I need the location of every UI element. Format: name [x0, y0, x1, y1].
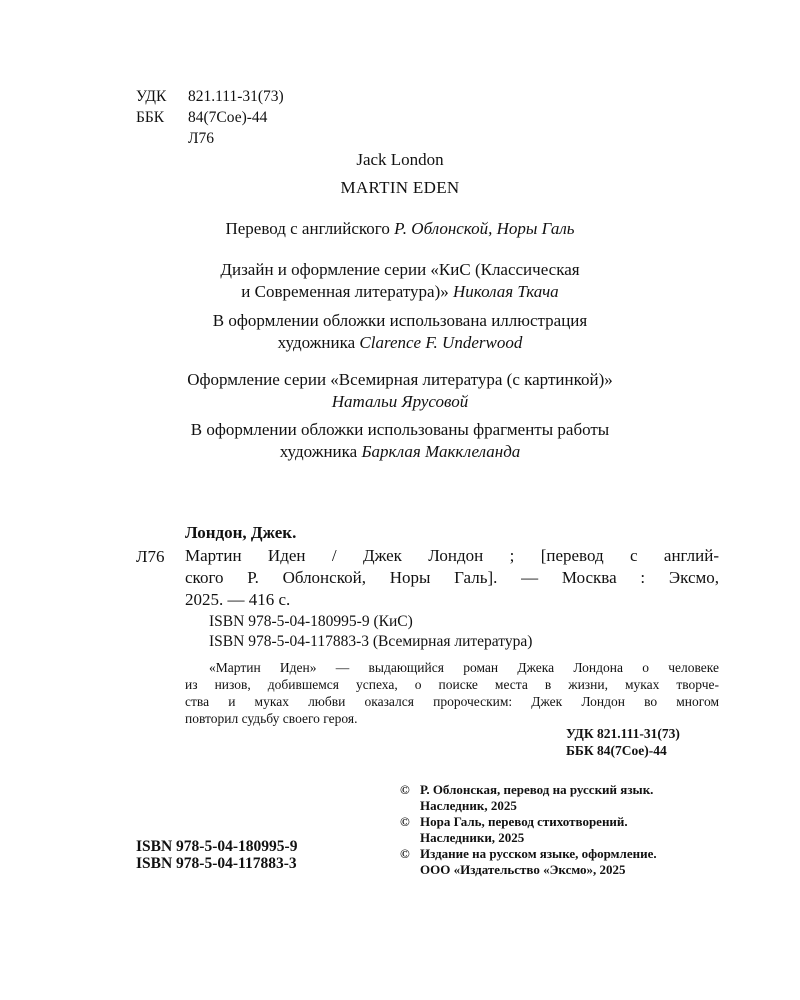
annotation-line-1: «Мартин Иден» — выдающийся роман Джека Лондона о человеке — [209, 660, 719, 675]
copyright-symbol: © — [400, 814, 410, 829]
udk-label: УДК — [136, 88, 167, 105]
catalog-line-3: 2025. — 416 с. — [185, 590, 291, 609]
designer-name: Николая Ткача — [453, 282, 559, 301]
bottom-isbn-1: ISBN 978-5-04-180995-9 — [136, 838, 298, 855]
translation-credit — [0, 218, 800, 240]
author-mark: Л76 — [188, 130, 215, 147]
copyright-3: © Издание на русском языке, оформление. ООО «Издательство «Эксмо», 2025 — [400, 846, 657, 877]
copyright-1: © Р. Облонская, перевод на русский язык. Наследник, 2025 — [400, 782, 654, 813]
illustrator-name: Clarence F. Underwood — [359, 333, 523, 352]
bbk-label: ББК — [136, 109, 165, 126]
catalog-classification — [566, 725, 680, 759]
fragments-credit — [0, 419, 800, 463]
udk-row — [136, 86, 284, 107]
design-line-1: Дизайн и оформление серии «КиС (Классическая — [220, 260, 580, 279]
catalog-line-2: ского Р. Облонской, Норы Галь]. — Москва : Эксмо, — [185, 568, 719, 587]
catalog-heading: Лондон, Джек. — [185, 523, 297, 542]
original-author: Jack London — [356, 150, 444, 169]
udk-value: 821.111-31(73) — [188, 88, 284, 105]
catalog-description — [185, 545, 719, 611]
catalog-isbn-1: ISBN 978-5-04-180995-9 (КиС) — [209, 613, 413, 630]
series-line-1: Оформление серии «Всемирная литература (с картинкой)» — [187, 370, 613, 389]
illustration-line-1: В оформлении обложки использована иллюстрация — [212, 311, 588, 330]
annotation-line-2: из низов, добившемся успеха, о поиске места в жизни, муках творче- — [185, 677, 719, 692]
bottom-isbn-block — [136, 838, 297, 872]
annotation-line-3: ства и муках любви оказался пророческим: Джек Лондон во многом — [185, 694, 719, 709]
fragments-line-2: художника Барклая Макклеланда — [279, 442, 521, 461]
bbk-value: 84(7Сое)-44 — [188, 109, 268, 126]
bbk-row — [136, 107, 284, 128]
fragments-artist-name: Барклая Макклеланда — [361, 442, 521, 461]
annotation-line-4: повторил судьбу своего героя. — [185, 711, 358, 726]
series-credit — [0, 369, 800, 413]
catalog-line-1: Мартин Иден / Джек Лондон ; [перевод с англий- — [185, 546, 719, 565]
author-mark-row — [136, 128, 284, 149]
illustration-credit — [0, 310, 800, 354]
copyright-2: © Нора Галь, перевод стихотворений. Наследники, 2025 — [400, 814, 628, 845]
copyright-symbol: © — [400, 782, 410, 797]
copyright-block — [400, 782, 657, 878]
design-credit — [0, 259, 800, 303]
catalog-isbn-list — [209, 612, 532, 652]
copyright-symbol: © — [400, 846, 410, 861]
catalog-isbn-2: ISBN 978-5-04-117883-3 (Всемирная литература) — [209, 633, 533, 650]
fragments-line-1: В оформлении обложки использованы фрагменты работы — [190, 420, 610, 439]
bottom-isbn-2: ISBN 978-5-04-117883-3 — [136, 855, 297, 872]
catalog-udk: УДК 821.111-31(73) — [566, 726, 680, 741]
design-line-2: и Современная литература)» Николая Ткача — [241, 282, 559, 301]
translator-names: Р. Облонской, Норы Галь — [394, 219, 575, 238]
catalog-mark: Л76 — [136, 547, 165, 566]
annotation — [185, 659, 719, 727]
illustration-line-2: художника Clarence F. Underwood — [277, 333, 523, 352]
catalog-bbk: ББК 84(7Сое)-44 — [566, 743, 667, 758]
original-title: MARTIN EDEN — [340, 178, 460, 197]
series-designer-name: Натальи Ярусовой — [331, 392, 469, 411]
classification-block — [136, 86, 284, 149]
translation-text: Перевод с английского — [225, 219, 395, 238]
